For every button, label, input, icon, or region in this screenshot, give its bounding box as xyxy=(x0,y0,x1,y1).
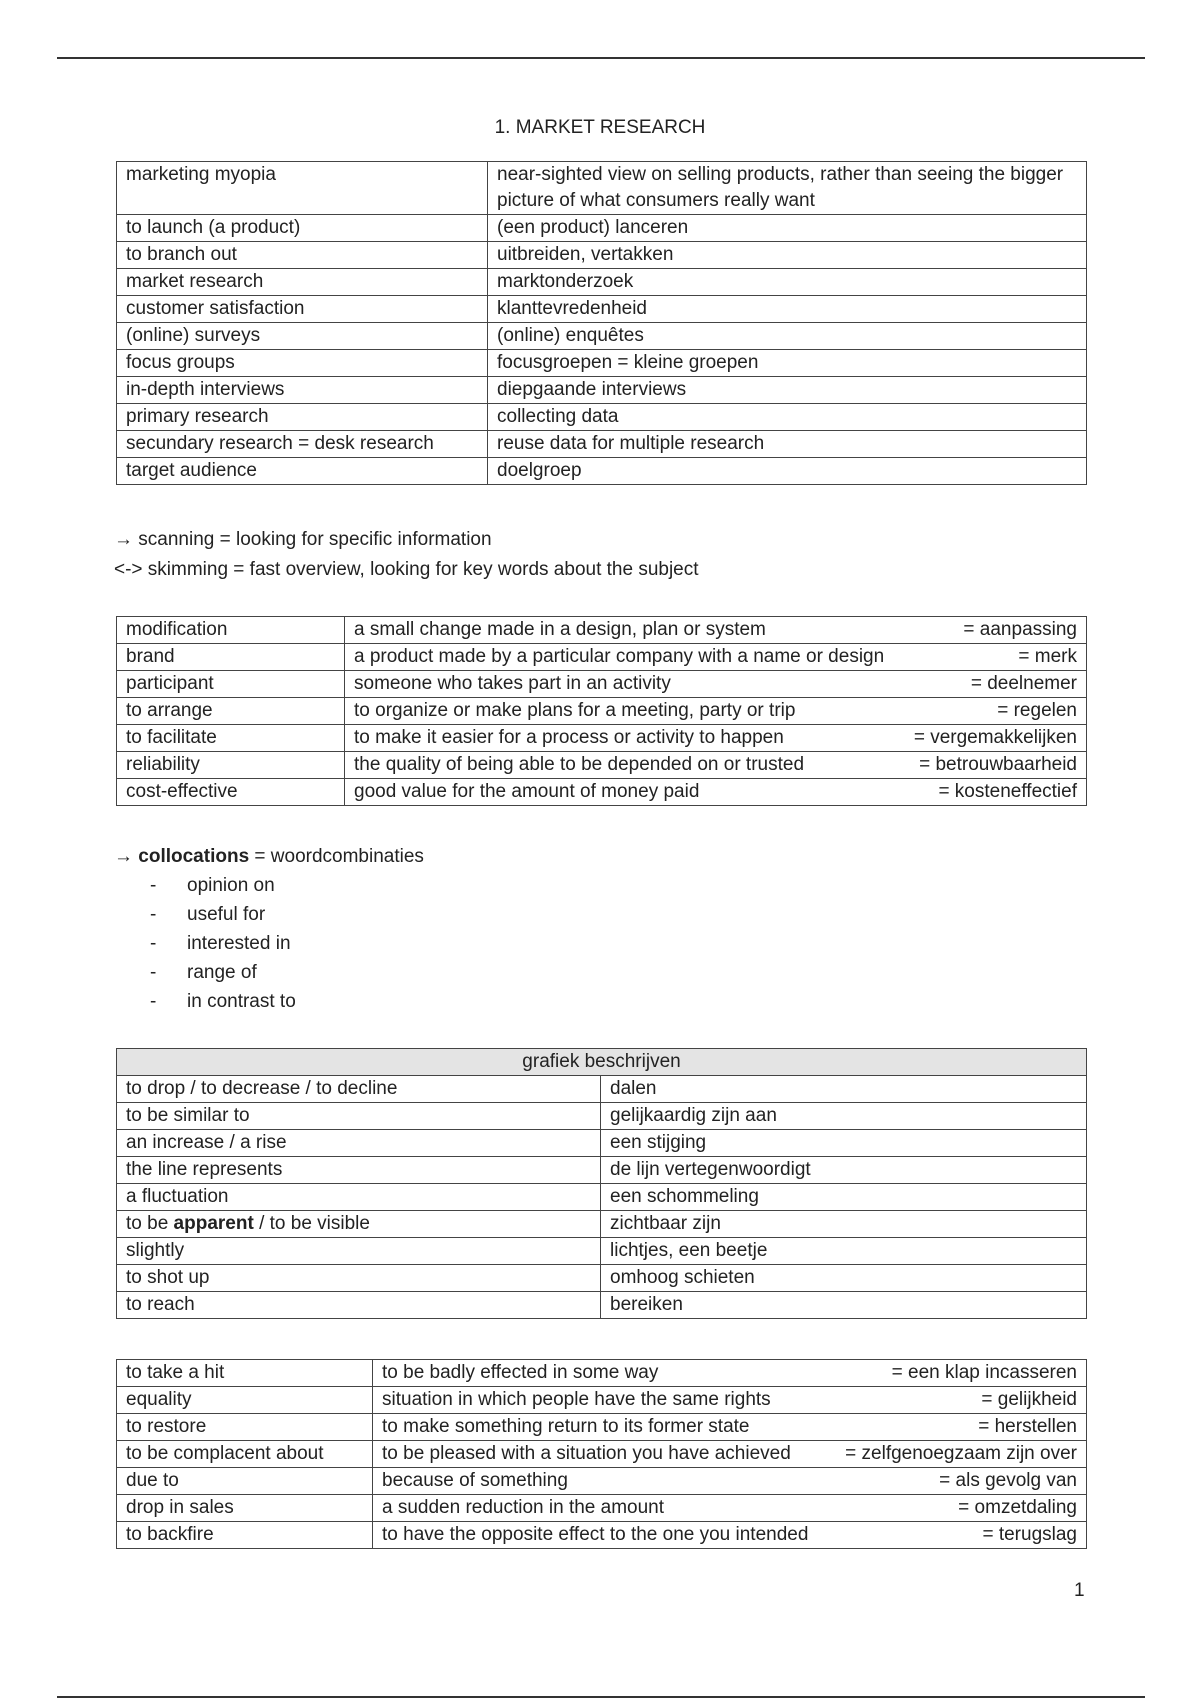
definition-text: someone who takes part in an activity xyxy=(354,673,671,694)
definition-text: a product made by a particular company with a name or design xyxy=(354,646,885,667)
definition-cell xyxy=(345,671,1087,698)
translation: = zelfgenoegzaam zijn over xyxy=(845,1443,1077,1464)
table-row xyxy=(117,1238,1087,1265)
definition-cell: bereiken xyxy=(601,1292,1087,1319)
term-cell: (online) surveys xyxy=(117,323,488,350)
term-cell: modification xyxy=(117,617,345,644)
collocations-translation: = woordcombinaties xyxy=(249,846,424,867)
definition-text: because of something xyxy=(382,1470,568,1491)
term-cell: to launch (a product) xyxy=(117,215,488,242)
list-item-text: useful for xyxy=(187,904,266,925)
translation: = een klap incasseren xyxy=(891,1362,1077,1383)
definition-cell: reuse data for multiple research xyxy=(488,431,1087,458)
list-item xyxy=(150,958,296,987)
translation: = terugslag xyxy=(982,1524,1077,1545)
definition-cell: (online) enquêtes xyxy=(488,323,1087,350)
term-cell: primary research xyxy=(117,404,488,431)
header-rule xyxy=(57,57,1145,59)
term-cell: to branch out xyxy=(117,242,488,269)
list-item xyxy=(150,929,296,958)
vocab-table-market-research xyxy=(116,161,1087,485)
table-row xyxy=(117,1441,1087,1468)
definition-cell xyxy=(345,752,1087,779)
definition-cell: een schommeling xyxy=(601,1184,1087,1211)
term-cell: to reach xyxy=(117,1292,601,1319)
vocab-table-describing-graphs xyxy=(116,1048,1087,1319)
definition-cell: een stijging xyxy=(601,1130,1087,1157)
table-row xyxy=(117,296,1087,323)
table-row xyxy=(117,1103,1087,1130)
term-cell: to take a hit xyxy=(117,1360,373,1387)
definition-text: good value for the amount of money paid xyxy=(354,781,700,802)
definition-text: the quality of being able to be depended on or trusted xyxy=(354,754,805,775)
definition-cell xyxy=(345,617,1087,644)
collocations-label: collocations xyxy=(138,846,250,867)
table-row xyxy=(117,1414,1087,1441)
term-cell xyxy=(117,1211,601,1238)
list-item-text: range of xyxy=(187,962,257,983)
table-row xyxy=(117,404,1087,431)
table-row xyxy=(117,1184,1087,1211)
definition-cell: collecting data xyxy=(488,404,1087,431)
table-header: grafiek beschrijven xyxy=(117,1049,1087,1076)
translation: = gelijkheid xyxy=(981,1389,1077,1410)
table-row xyxy=(117,215,1087,242)
translation: = kosteneffectief xyxy=(938,781,1077,802)
list-item xyxy=(150,900,296,929)
term-cell: to facilitate xyxy=(117,725,345,752)
note-skimming: <-> skimming = fast overview, looking for key words about the subject xyxy=(114,559,699,580)
table-row xyxy=(117,752,1087,779)
definition-cell xyxy=(345,779,1087,806)
table-row xyxy=(117,1076,1087,1103)
definition-cell xyxy=(373,1495,1087,1522)
list-item-text: opinion on xyxy=(187,875,275,896)
table-row xyxy=(117,644,1087,671)
table-row xyxy=(117,431,1087,458)
table-row xyxy=(117,1360,1087,1387)
definition-cell: focusgroepen = kleine groepen xyxy=(488,350,1087,377)
definition-cell: zichtbaar zijn xyxy=(601,1211,1087,1238)
term-cell: marketing myopia xyxy=(117,162,488,215)
table-row xyxy=(117,1265,1087,1292)
definition-cell: dalen xyxy=(601,1076,1087,1103)
dash-bullet: - xyxy=(150,904,157,925)
definition-text: to organize or make plans for a meeting, party or trip xyxy=(354,700,796,721)
term-cell: to backfire xyxy=(117,1522,373,1549)
note-scanning: → scanning = looking for specific information xyxy=(114,529,492,550)
table-row xyxy=(117,1211,1087,1238)
table-row xyxy=(117,350,1087,377)
term-prefix: to be xyxy=(126,1213,174,1234)
term-cell: target audience xyxy=(117,458,488,485)
footer-rule xyxy=(57,1696,1145,1698)
definition-text: to have the opposite effect to the one you intended xyxy=(382,1524,809,1545)
table-row xyxy=(117,1130,1087,1157)
collocations-list xyxy=(150,871,296,1016)
term-cell: to restore xyxy=(117,1414,373,1441)
translation: = aanpassing xyxy=(963,619,1077,640)
table-row xyxy=(117,162,1087,215)
definition-cell: klanttevredenheid xyxy=(488,296,1087,323)
list-item-text: interested in xyxy=(187,933,291,954)
term-emphasis: apparent xyxy=(173,1213,254,1234)
definition-text: to be pleased with a situation you have achieved xyxy=(382,1443,791,1464)
table-row xyxy=(117,1522,1087,1549)
term-cell: to be complacent about xyxy=(117,1441,373,1468)
translation: = merk xyxy=(1018,646,1077,667)
dash-bullet: - xyxy=(150,991,157,1012)
table-row xyxy=(117,377,1087,404)
table-row xyxy=(117,1495,1087,1522)
definition-cell: de lijn vertegenwoordigt xyxy=(601,1157,1087,1184)
definition-cell xyxy=(373,1387,1087,1414)
term-cell: market research xyxy=(117,269,488,296)
term-cell: participant xyxy=(117,671,345,698)
table-row xyxy=(117,1292,1087,1319)
table-row xyxy=(117,617,1087,644)
definition-cell: lichtjes, een beetje xyxy=(601,1238,1087,1265)
dash-bullet: - xyxy=(150,875,157,896)
table-row xyxy=(117,458,1087,485)
definition-cell xyxy=(345,644,1087,671)
term-cell: to drop / to decrease / to decline xyxy=(117,1076,601,1103)
definition-cell: diepgaande interviews xyxy=(488,377,1087,404)
vocab-table-definitions-1 xyxy=(116,616,1087,806)
term-cell: equality xyxy=(117,1387,373,1414)
page-number: 1 xyxy=(1074,1580,1085,1601)
term-cell: secundary research = desk research xyxy=(117,431,488,458)
table-row xyxy=(117,725,1087,752)
definition-text: to make it easier for a process or activity to happen xyxy=(354,727,784,748)
definition-cell xyxy=(373,1360,1087,1387)
vocab-table-definitions-2 xyxy=(116,1359,1087,1549)
definition-cell xyxy=(345,725,1087,752)
translation: = regelen xyxy=(997,700,1077,721)
term-cell: to shot up xyxy=(117,1265,601,1292)
table-header-row xyxy=(117,1049,1087,1076)
definition-text: situation in which people have the same rights xyxy=(382,1389,771,1410)
definition-cell: omhoog schieten xyxy=(601,1265,1087,1292)
term-cell: in-depth interviews xyxy=(117,377,488,404)
term-cell: brand xyxy=(117,644,345,671)
list-item xyxy=(150,987,296,1016)
definition-text: to be badly effected in some way xyxy=(382,1362,659,1383)
definition-cell xyxy=(373,1468,1087,1495)
translation: = deelnemer xyxy=(970,673,1077,694)
term-cell: the line represents xyxy=(117,1157,601,1184)
definition-cell: marktonderzoek xyxy=(488,269,1087,296)
table-row xyxy=(117,242,1087,269)
page-title: 1. MARKET RESEARCH xyxy=(494,117,706,138)
term-cell: cost-effective xyxy=(117,779,345,806)
arrow-icon: → xyxy=(114,846,139,867)
list-item xyxy=(150,871,296,900)
dash-bullet: - xyxy=(150,962,157,983)
definition-cell: (een product) lanceren xyxy=(488,215,1087,242)
term-cell: focus groups xyxy=(117,350,488,377)
term-cell: to arrange xyxy=(117,698,345,725)
definition-cell xyxy=(373,1522,1087,1549)
definition-cell: gelijkaardig zijn aan xyxy=(601,1103,1087,1130)
definition-cell: uitbreiden, vertakken xyxy=(488,242,1087,269)
definition-cell: near-sighted view on selling products, rather than seeing the bigger picture of what consumers really want xyxy=(488,162,1087,215)
term-cell: customer satisfaction xyxy=(117,296,488,323)
table-row xyxy=(117,1157,1087,1184)
definition-text: a sudden reduction in the amount xyxy=(382,1497,665,1518)
term-cell: an increase / a rise xyxy=(117,1130,601,1157)
table-row xyxy=(117,1387,1087,1414)
translation: = omzetdaling xyxy=(958,1497,1077,1518)
definition-text: to make something return to its former state xyxy=(382,1416,750,1437)
term-suffix: / to be visible xyxy=(253,1213,370,1234)
list-item-text: in contrast to xyxy=(187,991,296,1012)
definition-cell xyxy=(373,1414,1087,1441)
translation: = betrouwbaarheid xyxy=(919,754,1077,775)
term-cell: a fluctuation xyxy=(117,1184,601,1211)
translation: = vergemakkelijken xyxy=(913,727,1077,748)
term-cell: drop in sales xyxy=(117,1495,373,1522)
definition-text: a small change made in a design, plan or system xyxy=(354,619,766,640)
collocations-heading xyxy=(114,842,424,872)
term-cell: due to xyxy=(117,1468,373,1495)
table-row xyxy=(117,269,1087,296)
translation: = als gevolg van xyxy=(939,1470,1077,1491)
term-cell: slightly xyxy=(117,1238,601,1265)
term-cell: to be similar to xyxy=(117,1103,601,1130)
table-row xyxy=(117,1468,1087,1495)
translation: = herstellen xyxy=(978,1416,1077,1437)
term-cell: reliability xyxy=(117,752,345,779)
table-row xyxy=(117,779,1087,806)
definition-cell xyxy=(345,698,1087,725)
table-row xyxy=(117,323,1087,350)
definition-cell xyxy=(373,1441,1087,1468)
definition-cell: doelgroep xyxy=(488,458,1087,485)
dash-bullet: - xyxy=(150,933,157,954)
table-row xyxy=(117,698,1087,725)
table-row xyxy=(117,671,1087,698)
